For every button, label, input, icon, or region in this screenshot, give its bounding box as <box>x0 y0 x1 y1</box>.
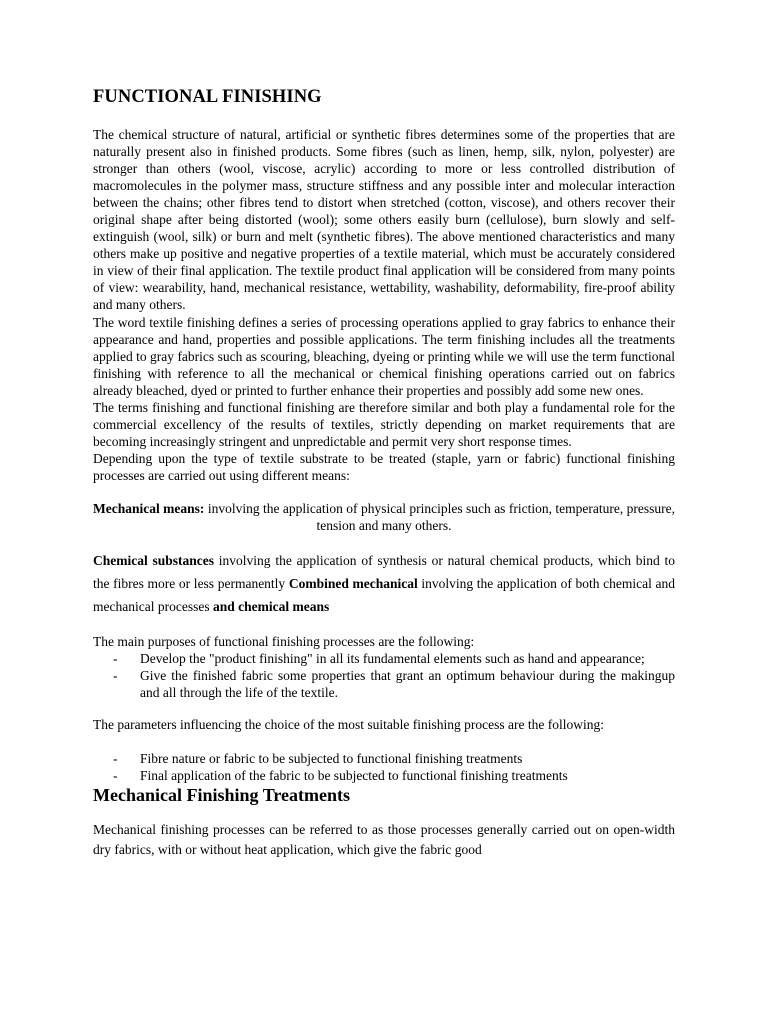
chemical-substances-text: involving the application of synthesis or natural chemical products, which bind to the fibres more or less permanently <box>93 553 675 592</box>
page-title: FUNCTIONAL FINISHING <box>93 87 322 107</box>
dash-bullet: - <box>113 668 118 684</box>
chemical-means-label: and chemical means <box>212 599 330 615</box>
purposes-intro: The main purposes of functional finishing processes are the following: <box>93 634 475 650</box>
paragraph-textile-finishing-definition: The word textile finishing defines a series of processing operations applied to gray fabrics to enhance their appearance and hand, properties and possible applications. The term finishing includes all the treatments applied to gray fabrics such as scouring, bleaching, dyeing or printing while we will use the term functional finishing with reference to all the mechanical or chemical finishing operations carried out on fabrics already bleached, dyed or printed to further enhance their properties and possibly add some new ones. <box>93 314 675 398</box>
combined-mechanical-label: Combined mechanical <box>288 576 418 592</box>
chemical-substances-label: Chemical substances <box>93 553 215 569</box>
section-title-mechanical-finishing: Mechanical Finishing Treatments <box>93 785 351 806</box>
list-item <box>93 767 675 784</box>
document-page <box>93 86 675 860</box>
list-item <box>93 667 675 701</box>
list-item <box>93 650 675 667</box>
paragraph-fibre-properties: The chemical structure of natural, artificial or synthetic fibres determines some of the properties that are naturally present also in finished products. Some fibres (such as linen, hemp, silk, nylon, polyester) are stronger than others (wool, viscose, acrylic) according to more or less controlled distribution of macromolecules in the polymer mass, structure stiffness and any possible inter and molecular interaction between the chains; other fibres tend to distort when stretched (cotton, viscose), and others recover their original shape after being distorted (wool); some others easily burn (cellulose), burn slowly and self-extinguish (wool, silk) or burn and melt (synthetic fibres). The above mentioned characteristics and many others make up positive and negative properties of a textile material, which must be accurately considered in view of their final application. The textile product final application will be considered from many points of view: wearability, hand, mechanical resistance, wettability, washability, deformability, fire-proof ability and many others. <box>93 127 675 313</box>
list-item-text: Develop the "product finishing" in all its fundamental elements such as hand and appearance; <box>140 651 645 667</box>
parameters-list <box>93 750 675 784</box>
paragraph-finishing-terms: The terms finishing and functional finishing are therefore similar and both play a fundamental role for the commercial excellency of the results of textiles, strictly depending on market requirements that are becoming increasingly stringent and unpredictable and permit very short response times. <box>93 399 675 449</box>
dash-bullet: - <box>113 651 118 667</box>
list-item-text: Final application of the fabric to be subjected to functional finishing treatments <box>140 768 568 784</box>
paragraph-mechanical-finishing: Mechanical finishing processes can be referred to as those processes generally carried out on open-width dry fabrics, with or without heat application, which give the fabric good <box>93 822 675 858</box>
paragraph-substrate-means: Depending upon the type of textile substrate to be treated (staple, yarn or fabric) functional finishing processes are carried out using different means: <box>93 450 675 483</box>
list-item-text: Give the finished fabric some properties that grant an optimum behaviour during the makingup and all through the life of the textile. <box>140 668 675 701</box>
paragraph-chemical-substances <box>93 549 675 618</box>
paragraph-mechanical-means <box>93 500 675 534</box>
dash-bullet: - <box>113 751 118 767</box>
mechanical-means-text: involving the application of physical principles such as friction, temperature, pressure, tension and many others. <box>204 500 675 534</box>
combined-mechanical-text: involving the application of both chemical and mechanical processes <box>93 576 675 615</box>
purposes-list <box>93 650 675 701</box>
list-item-text: Fibre nature or fabric to be subjected to functional finishing treatments <box>140 751 523 767</box>
list-item <box>93 750 675 767</box>
dash-bullet: - <box>113 768 118 784</box>
parameters-intro: The parameters influencing the choice of the most suitable finishing process are the following: <box>93 717 604 733</box>
mechanical-means-label: Mechanical means: <box>93 500 205 516</box>
